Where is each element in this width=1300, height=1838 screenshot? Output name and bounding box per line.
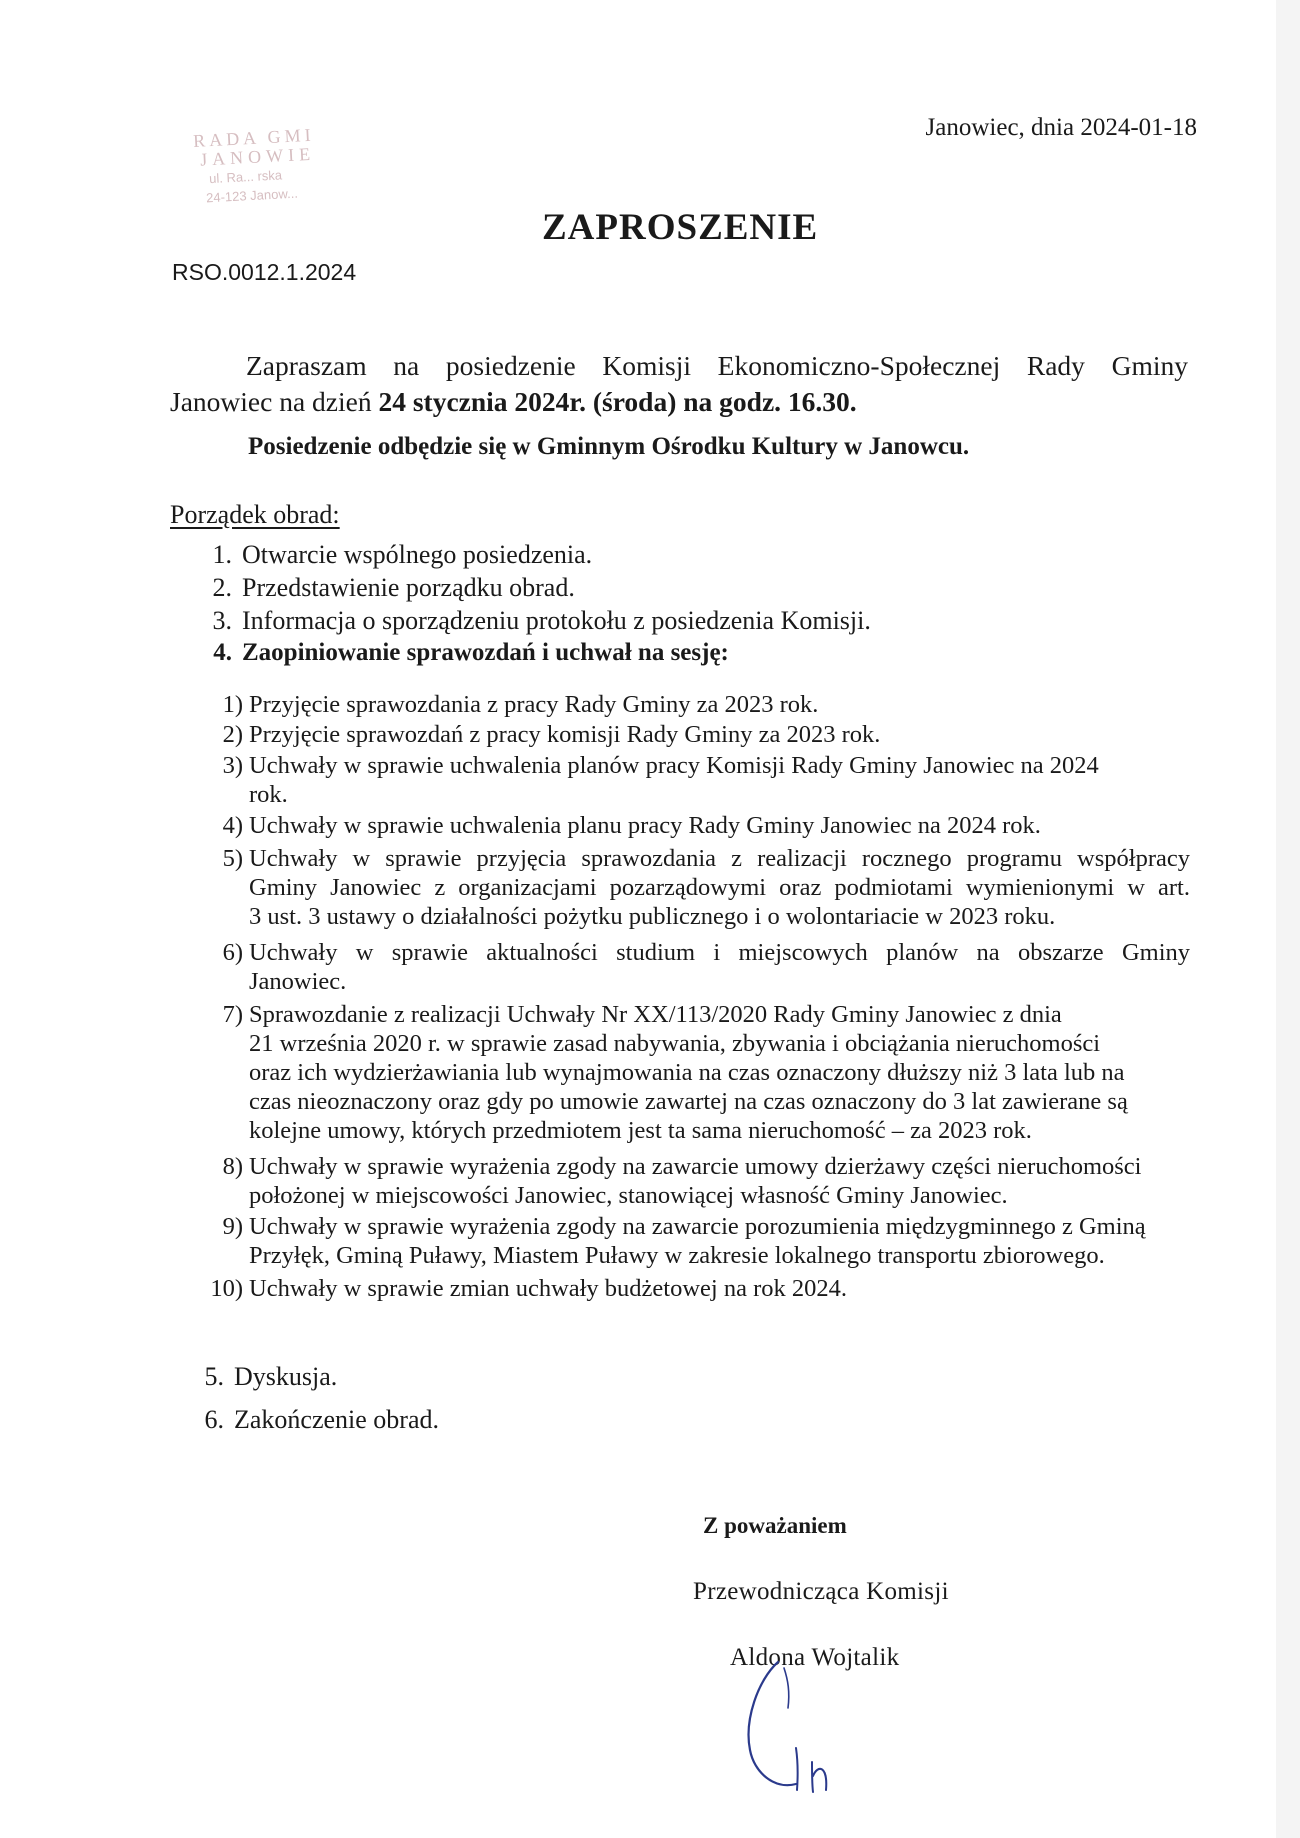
subitem-number: 3) <box>222 752 243 779</box>
subitem-number: 2) <box>222 721 243 748</box>
signatory-name: Aldona Wojtalik <box>730 1644 900 1671</box>
agenda-item <box>170 639 729 667</box>
subitem <box>195 720 1190 749</box>
invitation-line-2-text: Janowiec na dzień <box>170 386 379 417</box>
signatory-role: Przewodnicząca Komisji <box>693 1578 949 1605</box>
agenda-item-number: 6. <box>204 1405 224 1434</box>
subitem-number: 8) <box>222 1153 243 1180</box>
agenda-item-text: Dyskusja. <box>234 1362 338 1391</box>
agenda-item-text: Otwarcie wspólnego posiedzenia. <box>242 540 593 569</box>
meeting-location: Posiedzenie odbędzie się w Gminnym Ośrodku Kultury w Janowcu. <box>248 433 970 460</box>
subitem-line: Uchwały w sprawie wyrażenia zgody na zawarcie umowy dzierżawy części nieruchomości <box>249 1153 1142 1180</box>
subitem <box>195 811 1190 840</box>
subitem-line: Gminy Janowiec z organizacjami pozarządowymi oraz podmiotami wymienionymi w art. <box>249 874 1190 901</box>
subitem-number: 6) <box>222 939 243 966</box>
subitem <box>195 751 1190 809</box>
subitem-line: Uchwały w sprawie aktualności studium i miejscowych planów na obszarze Gminy <box>249 939 1190 966</box>
subitem-line: Przyjęcie sprawozdań z pracy komisji Rady Gminy za 2023 rok. <box>249 721 881 748</box>
stamp-line-4: 24-123 Janow... <box>205 185 299 206</box>
agenda-heading: Porządek obrad: <box>170 500 340 529</box>
reference-number: RSO.0012.1.2024 <box>172 259 357 285</box>
agenda-item <box>170 540 592 570</box>
subitem-line: 21 września 2020 r. w sprawie zasad nabywania, zbywania i obciążania nieruchomości <box>249 1030 1101 1057</box>
subitem <box>195 1274 1190 1303</box>
subitem-line: czas nieoznaczony oraz gdy po umowie zawartej na czas oznaczony do 3 lat zawierane są <box>249 1088 1128 1115</box>
invitation-line-2 <box>170 384 1188 420</box>
agenda-item-text: Przedstawienie porządku obrad. <box>242 573 575 602</box>
invitation-paragraph <box>170 348 1188 420</box>
subitem-number: 5) <box>222 845 243 872</box>
agenda-item <box>170 573 575 603</box>
agenda-item-number: 5. <box>204 1362 224 1391</box>
stamp-line-2: JANOWIE <box>199 143 316 170</box>
subitem-line: Uchwały w sprawie wyrażenia zgody na zawarcie porozumienia międzygminnego z Gminą <box>249 1213 1146 1240</box>
subitem <box>195 1000 1190 1145</box>
subitem <box>195 938 1190 996</box>
subitem-line: Janowiec. <box>249 968 347 995</box>
place-and-date: Janowiec, dnia 2024-01-18 <box>925 114 1197 141</box>
subitem-line: 3 ust. 3 ustawy o działalności pożytku publicznego i o wolontariacie w 2023 roku. <box>249 903 1056 930</box>
meeting-date-time: 24 stycznia 2024r. (środa) na godz. 16.30. <box>378 386 857 417</box>
subitem-line: Uchwały w sprawie uchwalenia planów pracy Komisji Rady Gminy Janowiec na 2024 <box>249 752 1099 779</box>
subitem-line: Uchwały w sprawie uchwalenia planu pracy Rady Gminy Janowiec na 2024 rok. <box>249 812 1041 839</box>
agenda-item-text: Zaopiniowanie sprawozdań i uchwał na sesję: <box>242 639 729 666</box>
document-title: ZAPROSZENIE <box>542 207 819 248</box>
agenda-item-number: 2. <box>212 573 232 602</box>
subitem-line: Przyłęk, Gminą Puławy, Miastem Puławy w zakresie lokalnego transportu zbiorowego. <box>249 1242 1105 1269</box>
stamp-line-1: RADA GMI <box>192 124 316 151</box>
stamp-line-3: ul. Ra... rska <box>208 167 283 187</box>
agenda-item-number: 4. <box>213 639 232 666</box>
closing-phrase: Z poważaniem <box>703 1513 847 1538</box>
subitem-line: Uchwały w sprawie przyjęcia sprawozdania z realizacji rocznego programu współpracy <box>249 845 1190 872</box>
subitem-number: 10) <box>210 1275 243 1302</box>
subitem-line: rok. <box>249 781 288 808</box>
invitation-line-1: Zapraszam na posiedzenie Komisji Ekonomiczno-Społecznej Rady Gminy <box>246 350 1188 381</box>
subitem-number: 1) <box>222 691 243 718</box>
agenda-item-text: Zakończenie obrad. <box>234 1405 440 1434</box>
agenda-item-text: Informacja o sporządzeniu protokołu z posiedzenia Komisji. <box>242 606 871 635</box>
agenda-item-number: 3. <box>212 606 232 635</box>
subitem-line: Sprawozdanie z realizacji Uchwały Nr XX/113/2020 Rady Gminy Janowiec z dnia <box>249 1001 1062 1028</box>
agenda-item <box>162 1405 439 1435</box>
agenda-item <box>170 606 871 636</box>
subitem-line: kolejne umowy, których przedmiotem jest ta sama nieruchomość – za 2023 rok. <box>249 1117 1032 1144</box>
scan-edge <box>1276 0 1300 1838</box>
subitem <box>195 844 1190 931</box>
subitem-number: 9) <box>222 1213 243 1240</box>
subitem-line: Przyjęcie sprawozdania z pracy Rady Gminy za 2023 rok. <box>249 691 819 718</box>
subitem-line: Uchwały w sprawie zmian uchwały budżetowej na rok 2024. <box>249 1275 848 1302</box>
subitem <box>195 1212 1190 1270</box>
subitem-number: 7) <box>222 1001 243 1028</box>
agenda-item <box>162 1362 337 1392</box>
council-stamp <box>193 124 348 224</box>
subitem-line: oraz ich wydzierżawiania lub wynajmowania na czas oznaczony dłuższy niż 3 lata lub na <box>249 1059 1125 1086</box>
subitem-number: 4) <box>222 812 243 839</box>
subitem <box>195 1152 1190 1210</box>
agenda-item-number: 1. <box>212 540 232 569</box>
subitem <box>195 690 1190 719</box>
handwritten-signature <box>740 1650 880 1795</box>
subitem-line: położonej w miejscowości Janowiec, stanowiącej własność Gminy Janowiec. <box>249 1182 1008 1209</box>
